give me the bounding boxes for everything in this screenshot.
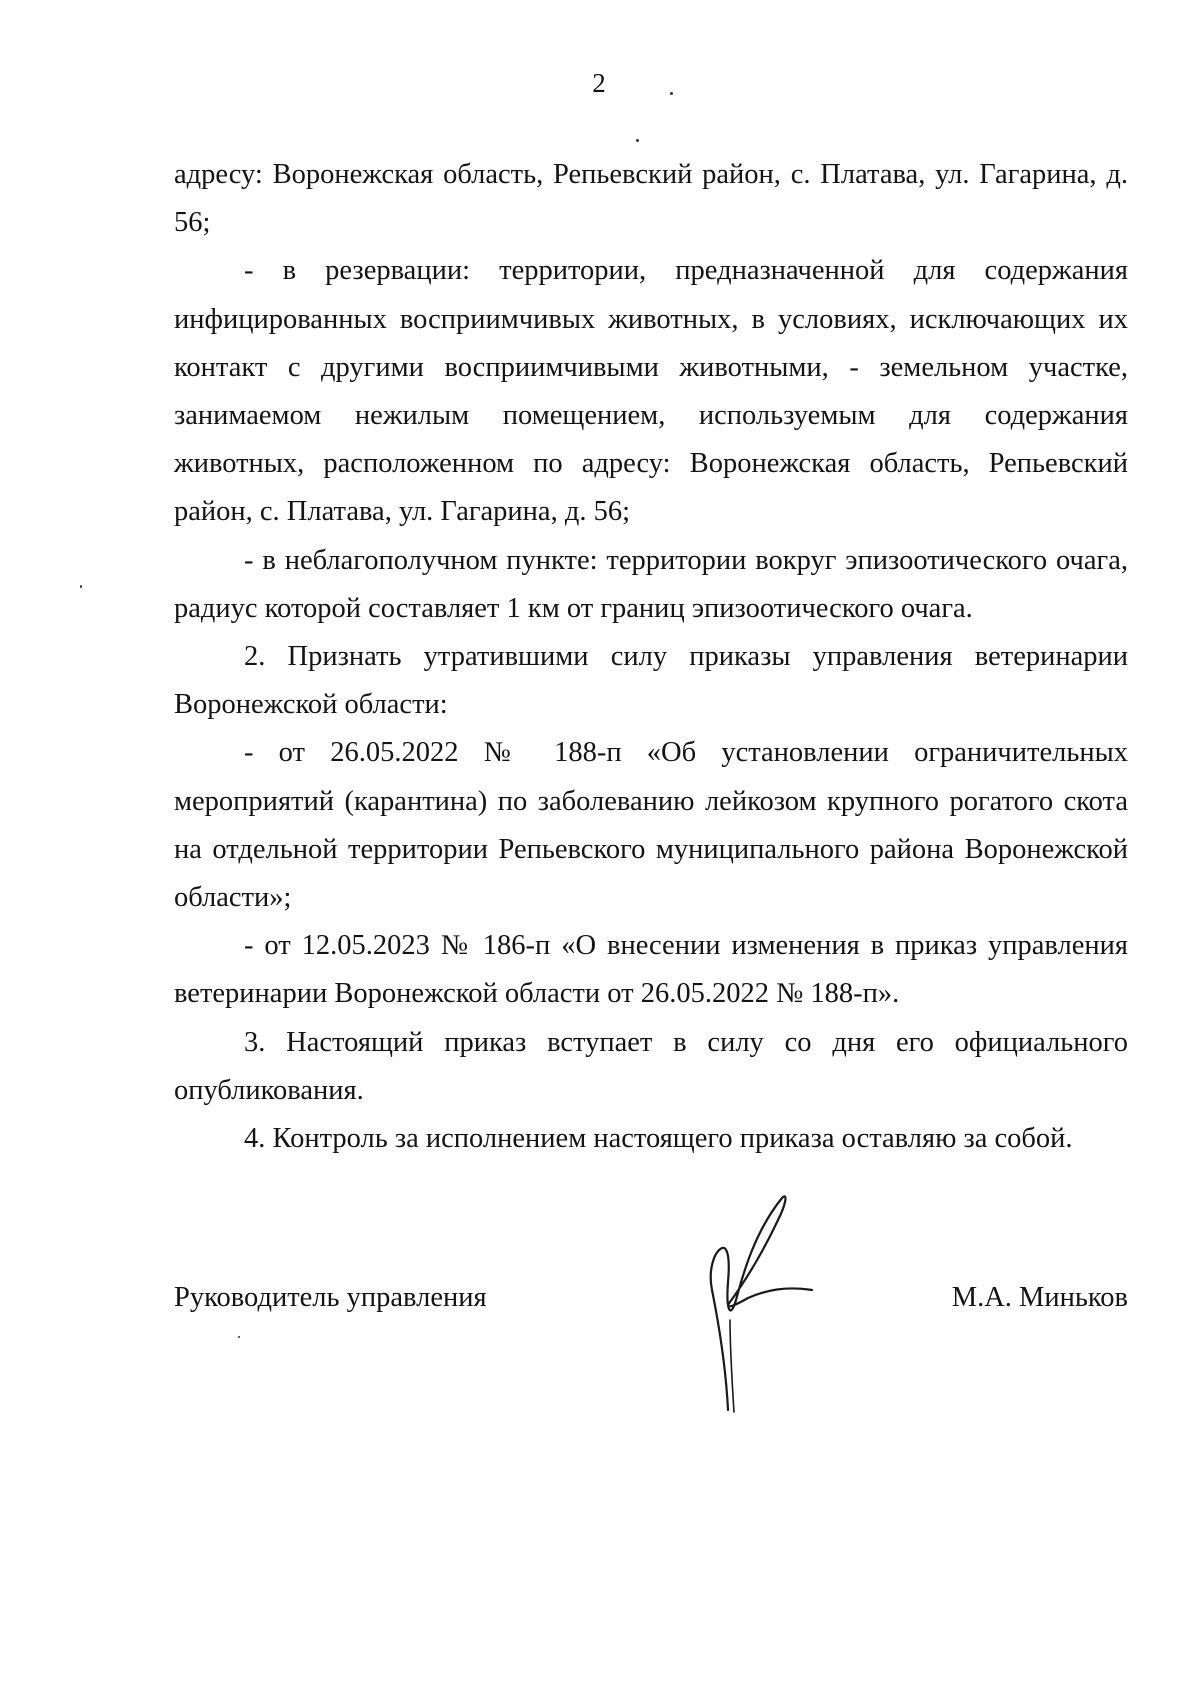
page-number: 2 (592, 68, 608, 98)
handwritten-signature (690, 1190, 820, 1420)
scan-speck (80, 585, 82, 588)
paragraph-reservation: - в резервации: территории, предназначенной для содержания инфицированных восприимчивых животных, в условиях, исключающих их контакт с другими восприимчивыми животными, - земельном участке, занимаемом нежилым помещением, используемым для содержания животных, расположенном по адресу: Воронежская область, Репьевский район, с. Платава, ул. Гагарина, д. 56; (174, 255, 1128, 528)
paragraph-item-2: 2. Признать утратившими силу приказы управления ветеринарии Воронежской области: (174, 641, 1128, 721)
document-body (174, 151, 1128, 1163)
signer-position: Руководитель управления (174, 1282, 487, 1313)
paragraph-item-4: 4. Контроль за исполнением настоящего приказа оставляю за собой. (244, 1123, 1073, 1155)
scan-speck (670, 92, 673, 95)
paragraph-order-188: - от 26.05.2022 № 188-п «Об установлении ограничительных мероприятий (карантина) по заболеванию лейкозом крупного рогатого скота на отдельной территории Репьевского муниципального района Воронежской области»; (174, 737, 1128, 914)
paragraph-unfavorable-point: - в неблагополучном пункте: территории вокруг эпизоотического очага, радиус которой составляет 1 км от границ эпизоотического очага. (174, 544, 1128, 624)
paragraph-item-3: 3. Настоящий приказ вступает в силу со дня его официального опубликования. (174, 1026, 1128, 1106)
scan-speck (636, 139, 639, 142)
signer-name: М.А. Миньков (951, 1282, 1128, 1313)
scan-speck (238, 1336, 240, 1338)
paragraph-order-186: - от 12.05.2023 № 186-п «О внесении изменения в приказ управления ветеринарии Воронежской области от 26.05.2022 № 188-п». (174, 930, 1128, 1010)
paragraph-address-continuation: адресу: Воронежская область, Репьевский район, с. Платава, ул. Гагарина, д. 56; (174, 159, 1128, 239)
